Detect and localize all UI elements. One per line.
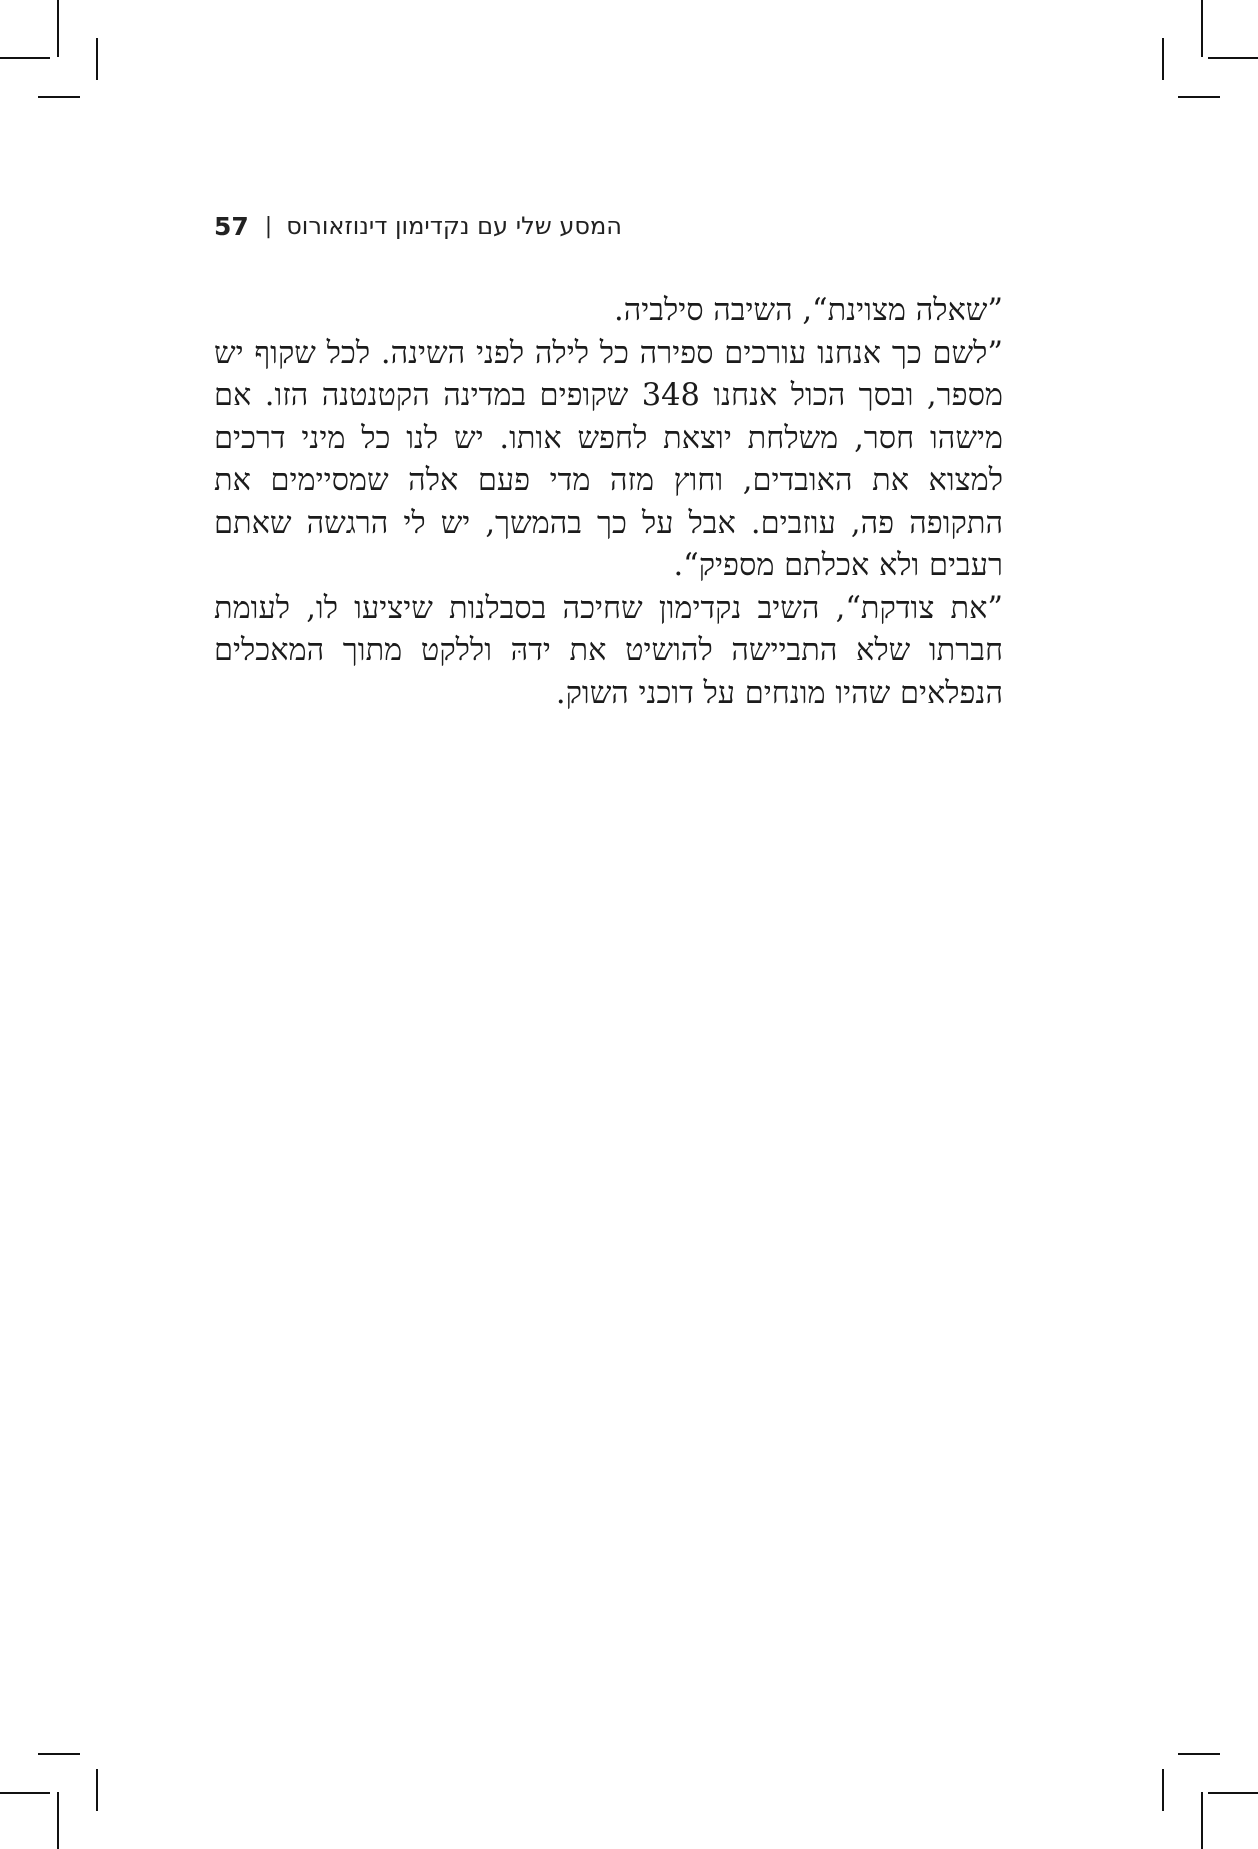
crop-mark: [1162, 38, 1164, 80]
crop-mark: [57, 1792, 59, 1849]
crop-mark: [0, 1792, 50, 1794]
crop-mark: [1162, 1769, 1164, 1811]
crop-mark: [1201, 0, 1203, 57]
crop-mark: [96, 1769, 98, 1811]
crop-mark: [1178, 96, 1220, 98]
crop-mark: [38, 96, 80, 98]
running-header: [214, 208, 622, 244]
crop-mark: [1208, 1792, 1258, 1794]
crop-mark: [0, 57, 50, 59]
paragraph: ”את צודקת“, השיב נקדימון שחיכה בסבלנות שיציעו לו, לעומת חברתו שלא התביישה להושיט את ידהּ וללקט מתוך המאכלים הנפלאים שהיו מונחים על דוכני השוק.: [214, 590, 1003, 711]
crop-mark: [38, 1753, 80, 1755]
paragraph: ”לשם כך אנחנו עורכים ספירה כל לילה לפני השינה. לכל שקוף יש מספר, ובסך הכול אנחנו 348 שקופים במדינה הקטנטנה הזו. אם מישהו חסר, משלחת יוצאת לחפש אותו. יש לנו כל מיני דרכים למצוא את האובדים, וחוץ מזה מדי פעם אלה שמסיימים את התקופה פה, עוזבים. אבל על כך בהמשך, יש לי הרגשה שאתם רעבים ולא אכלתם מספיק“.: [214, 335, 1003, 583]
crop-mark: [1201, 1792, 1203, 1849]
paragraph: ”שאלה מצוינת“, השיבה סילביה.: [614, 293, 1003, 328]
body-text: [214, 290, 1003, 715]
crop-mark: [57, 0, 59, 57]
book-title: המסע שלי עם נקדימון דינוזאורוס: [286, 212, 622, 240]
crop-mark: [1208, 57, 1258, 59]
page-number: 57: [214, 211, 249, 241]
crop-mark: [1178, 1753, 1220, 1755]
header-separator: |: [264, 213, 273, 239]
crop-mark: [96, 38, 98, 80]
